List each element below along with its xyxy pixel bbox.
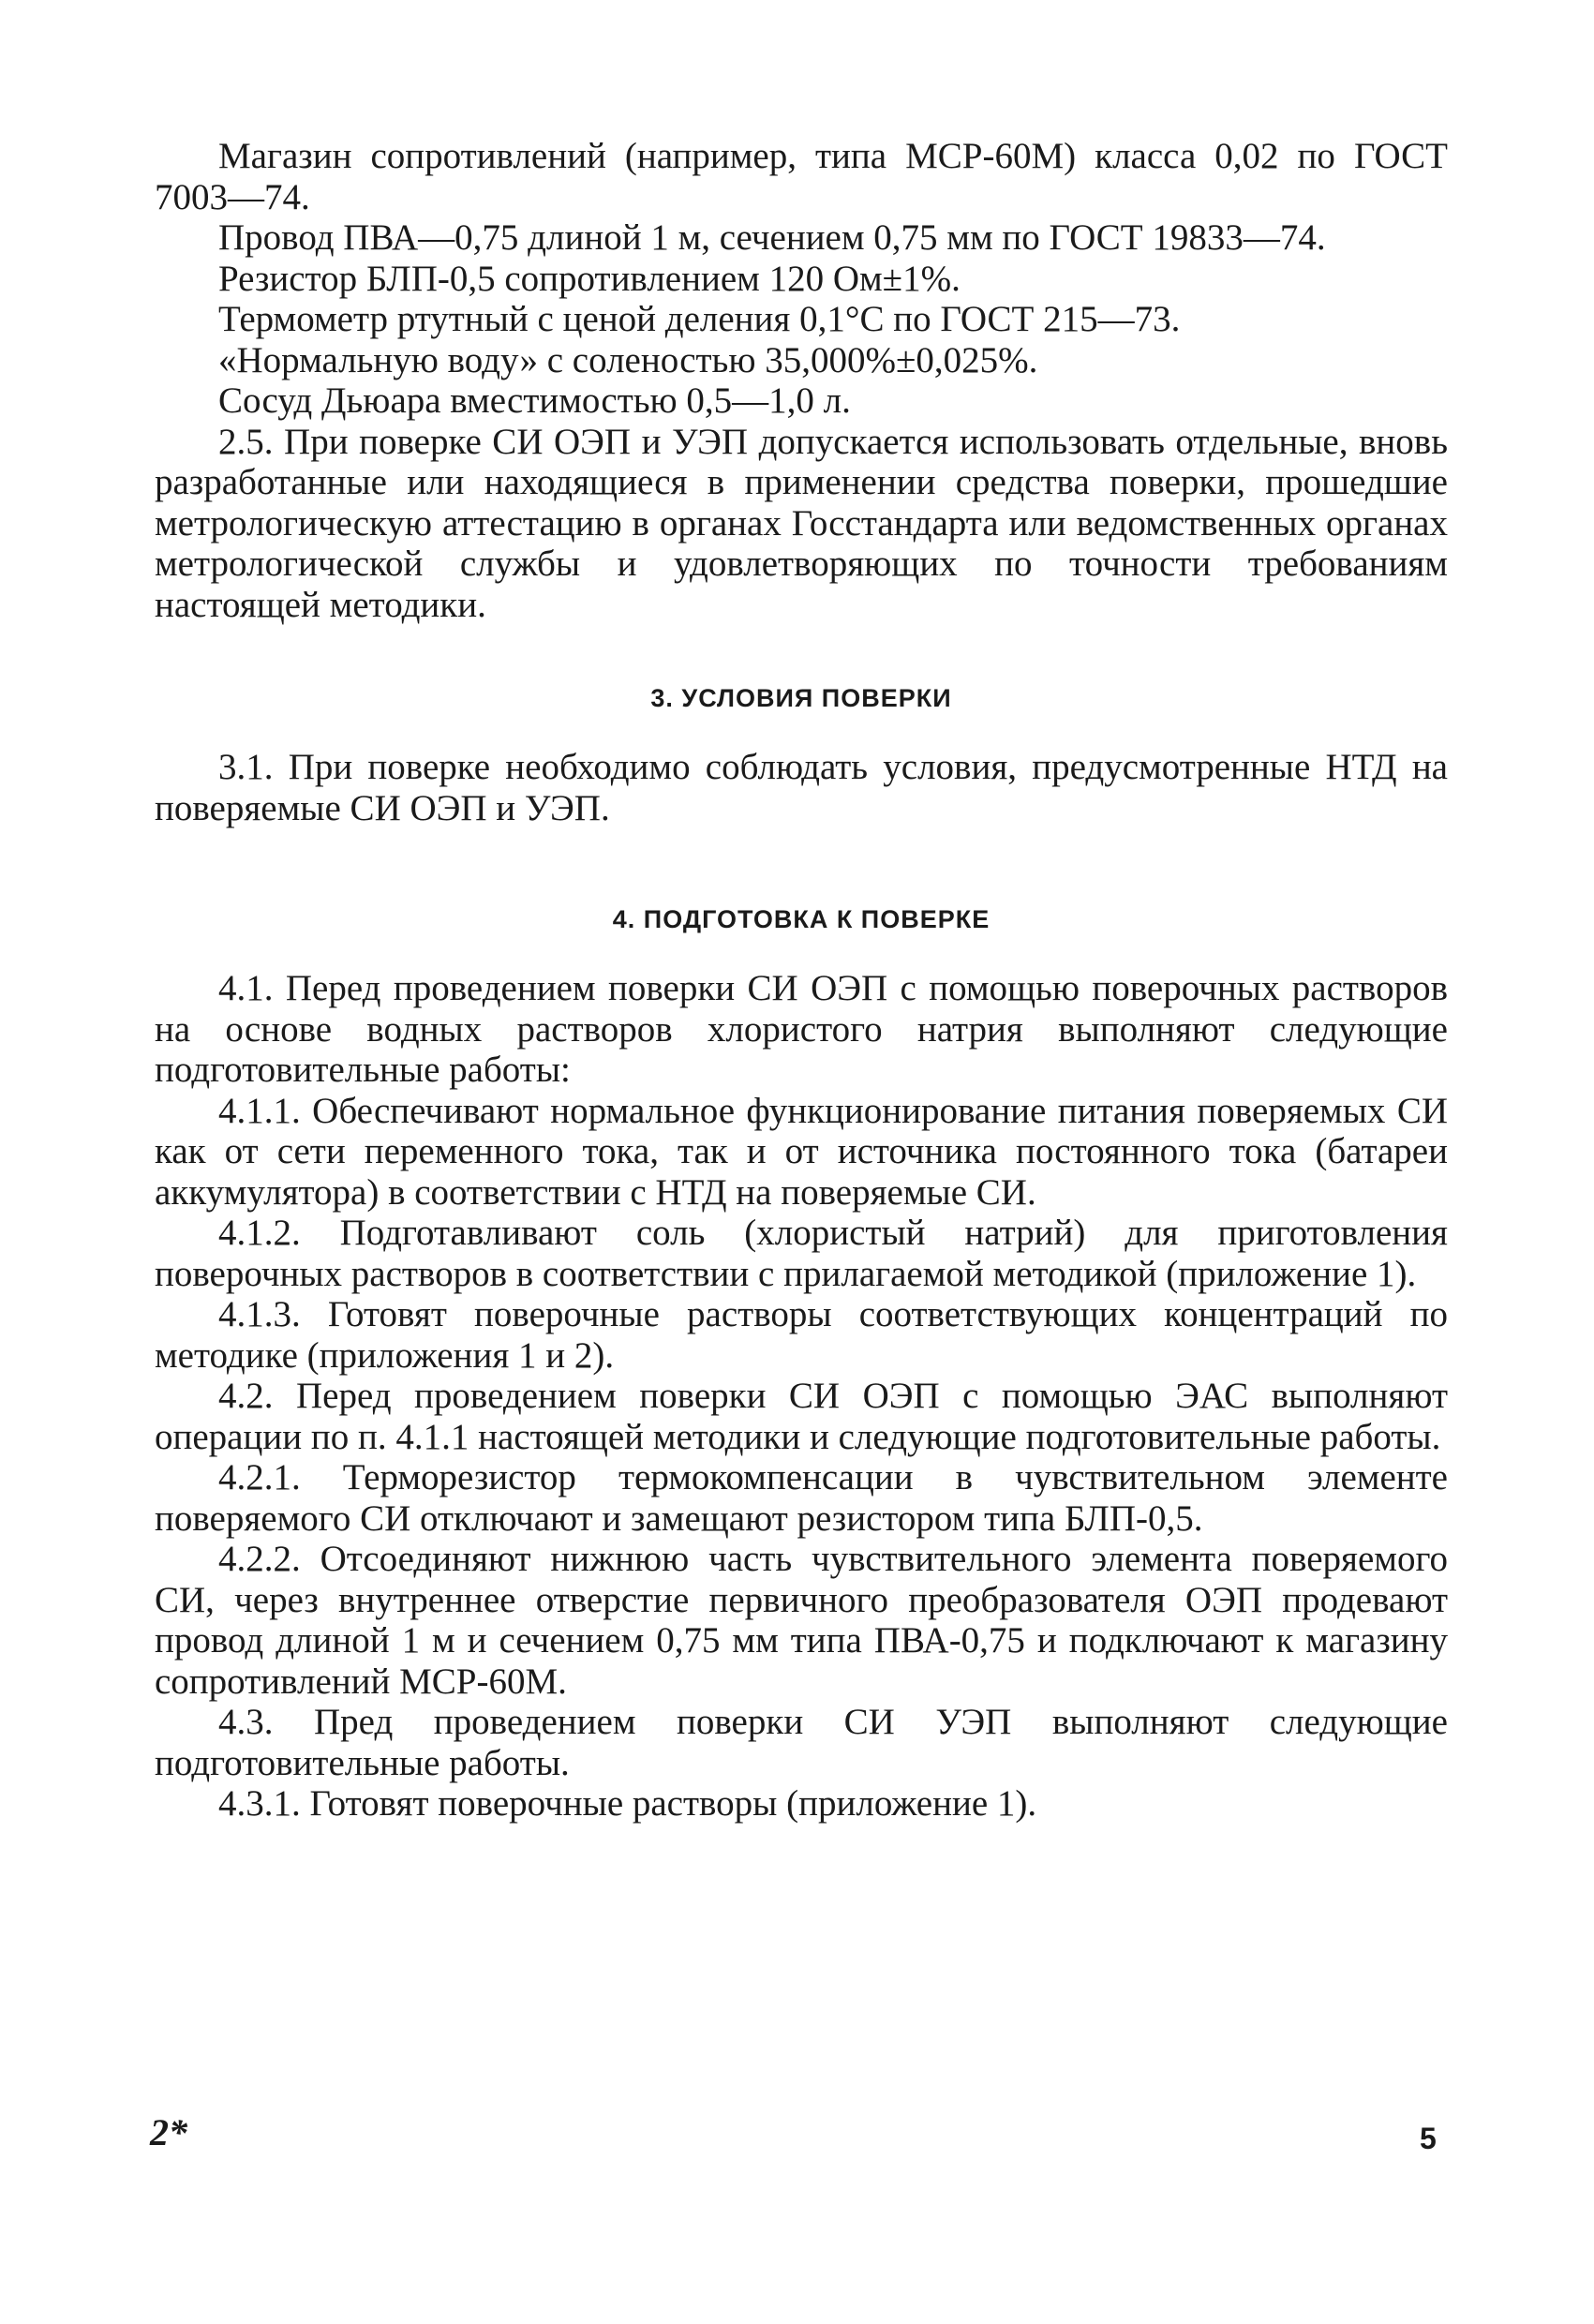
paragraph-4-1-2: 4.1.2. Подготавливают соль (хлористый натрий) для приготовления поверочных растворов в соответствии с прилагаемой методикой (приложение 1). bbox=[155, 1213, 1448, 1294]
section-3-heading: 3. УСЛОВИЯ ПОВЕРКИ bbox=[650, 684, 952, 712]
paragraph-wire: Провод ПВА—0,75 длиной 1 м, сечением 0,75 мм по ГОСТ 19833—74. bbox=[218, 217, 1326, 258]
paragraph-4-1: 4.1. Перед проведением поверки СИ ОЭП с помощью поверочных растворов на основе водных растворов хлористого натрия выполняют следующие подготовительные работы: bbox=[155, 968, 1448, 1090]
page-body bbox=[155, 136, 1448, 1825]
paragraph-dewar: Сосуд Дьюара вместимостью 0,5—1,0 л. bbox=[218, 380, 851, 421]
paragraph-4-3: 4.3. Пред проведением поверки СИ УЭП выполняют следующие подготовительные работы. bbox=[155, 1702, 1448, 1783]
paragraph-3-1: 3.1. При поверке необходимо соблюдать условия, предусмотренные НТД на поверяемые СИ ОЭП и УЭП. bbox=[155, 747, 1448, 828]
paragraph-normal-water: «Нормальную воду» с соленостью 35,000%±0,025%. bbox=[218, 339, 1038, 380]
paragraph-4-2: 4.2. Перед проведением поверки СИ ОЭП с помощью ЭАС выполняют операции по п. 4.1.1 настоящей методики и следующие подготовительные работы. bbox=[155, 1376, 1448, 1457]
paragraph-4-3-1: 4.3.1. Готовят поверочные растворы (приложение 1). bbox=[218, 1783, 1037, 1824]
paragraph-4-2-2: 4.2.2. Отсоединяют нижнюю часть чувствительного элемента поверяемого СИ, через внутреннее отверстие первичного преобразователя ОЭП продевают провод длиной 1 м и сечением 0,75 мм типа ПВА-0,75 и подключают к магазину сопротивлений МСР-60М. bbox=[155, 1539, 1448, 1702]
paragraph-4-1-1: 4.1.1. Обеспечивают нормальное функционирование питания поверяемых СИ как от сети переменного тока, так и от источника постоянного тока (батареи аккумулятора) в соответствии с НТД на поверяемые СИ. bbox=[155, 1090, 1448, 1213]
signature-mark: 2* bbox=[150, 2111, 187, 2153]
paragraph-resistor: Резистор БЛП-0,5 сопротивлением 120 Ом±1%. bbox=[218, 258, 961, 299]
paragraph-2-5: 2.5. При поверке СИ ОЭП и УЭП допускается использовать отдельные, вновь разработанные или находящиеся в применении средства поверки, прошедшие метрологическую аттестацию в органах Госстандарта или ведомственных органах метрологической службы и удовлетворяющих по точности требованиям настоящей методики. bbox=[155, 421, 1448, 625]
paragraph-4-1-3: 4.1.3. Готовят поверочные растворы соответствующих концентраций по методике (приложения 1 и 2). bbox=[155, 1294, 1448, 1376]
page-number: 5 bbox=[1420, 2122, 1437, 2155]
section-4-heading: 4. ПОДГОТОВКА К ПОВЕРКЕ bbox=[612, 905, 991, 933]
paragraph-resistance-box: Магазин сопротивлений (например, типа МСР-60М) класса 0,02 по ГОСТ 7003—74. bbox=[155, 136, 1448, 217]
paragraph-thermometer: Термометр ртутный с ценой деления 0,1°С по ГОСТ 215—73. bbox=[218, 299, 1181, 339]
paragraph-4-2-1: 4.2.1. Терморезистор термокомпенсации в чувствительном элементе поверяемого СИ отключают и замещают резистором типа БЛП-0,5. bbox=[155, 1457, 1448, 1539]
